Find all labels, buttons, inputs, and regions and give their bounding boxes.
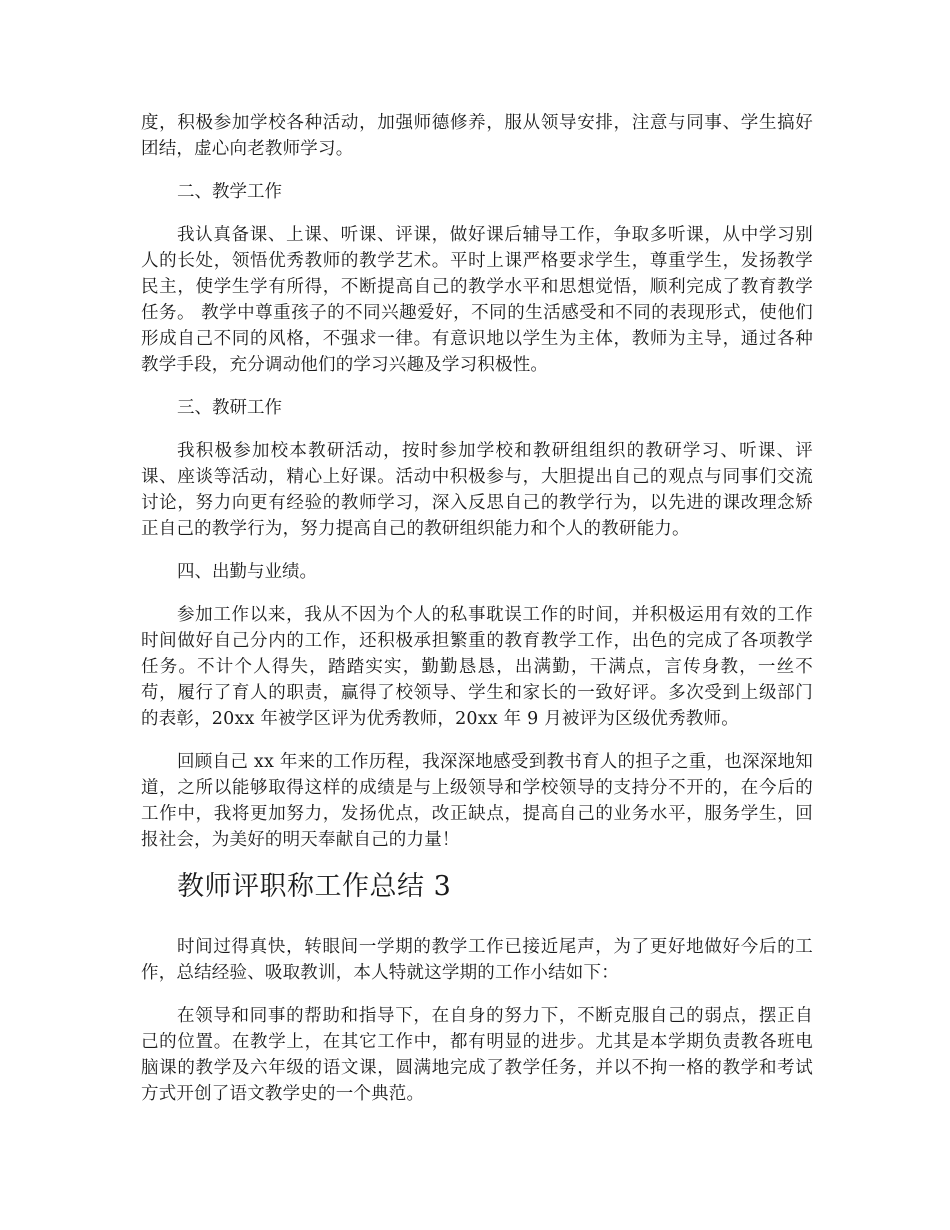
section-heading-teaching: 二、教学工作 (177, 182, 282, 202)
paragraph-review: 回顾自己 xx 年来的工作历程，我深深地感受到教书育人的担子之重，也深深地知道，之所以能够取得这样的成绩是与上级领导和学校领导的支持分不开的，在今后的工作中，我将更加努力，发扬优点，改正缺点，提高自己的业务水平，服务学生，回报社会，为美好的明天奉献自己的力量！ (141, 752, 813, 850)
document-body (141, 110, 813, 1124)
paragraph-progress: 在领导和同事的帮助和指导下，在自身的努力下，不断克服自己的弱点，摆正自己的位置。在教学上，在其它工作中，都有明显的进步。尤其是本学期负责教各班电脑课的教学及六年级的语文课，圆满地完成了教学任务，并以不拘一格的教学和考试方式开创了语文教学史的一个典范。 (141, 1006, 813, 1104)
paragraph-intro: 时间过得真快，转眼间一学期的教学工作已接近尾声，为了更好地做好今后的工作，总结经验、吸取教训，本人特就这学期的工作小结如下： (141, 937, 813, 983)
section-heading-research: 三、教研工作 (177, 398, 282, 418)
document-title: 教师评职称工作总结 3 (177, 871, 452, 902)
paragraph-teaching: 我认真备课、上课、听课、评课，做好课后辅导工作，争取多听课，从中学习别人的长处，领悟优秀教师的教学艺术。平时上课严格要求学生，尊重学生，发扬教学民主，使学生学有所得，不断提高自己的教学水平和思想觉悟，顺利完成了教育教学任务。 教学中尊重孩子的不同兴趣爱好，不同的生活感受和不同的表现形式，使他们形成自己不同的风格，不强求一律。有意识地以学生为主体，教师为主导，通过各种教学手段，充分调动他们的学习兴趣及学习积极性。 (141, 225, 813, 375)
paragraph-research: 我积极参加校本教研活动，按时参加学校和教研组组织的教研学习、听课、评课、座谈等活动，精心上好课。活动中积极参与，大胆提出自己的观点与同事们交流讨论，努力向更有经验的教师学习，深入反思自己的教学行为，以先进的课改理念矫正自己的教学行为，努力提高自己的教研组织能力和个人的教研能力。 (141, 441, 813, 539)
paragraph-continuation: 度，积极参加学校各种活动，加强师德修养，服从领导安排，注意与同事、学生搞好团结，虚心向老教师学习。 (141, 113, 813, 159)
section-heading-attendance: 四、出勤与业绩。 (177, 562, 317, 582)
paragraph-attendance: 参加工作以来，我从不因为个人的私事耽误工作的时间，并积极运用有效的工作时间做好自己分内的工作，还积极承担繁重的教育教学工作，出色的完成了各项教学任务。不计个人得失，踏踏实实，勤勤恳恳，出满勤，干满点，言传身教，一丝不苟，履行了育人的职责，赢得了校领导、学生和家长的一致好评。多次受到上级部门的表彰，20xx 年被学区评为优秀教师，20xx 年 9 月被评为区级优秀教师。 (141, 605, 813, 729)
